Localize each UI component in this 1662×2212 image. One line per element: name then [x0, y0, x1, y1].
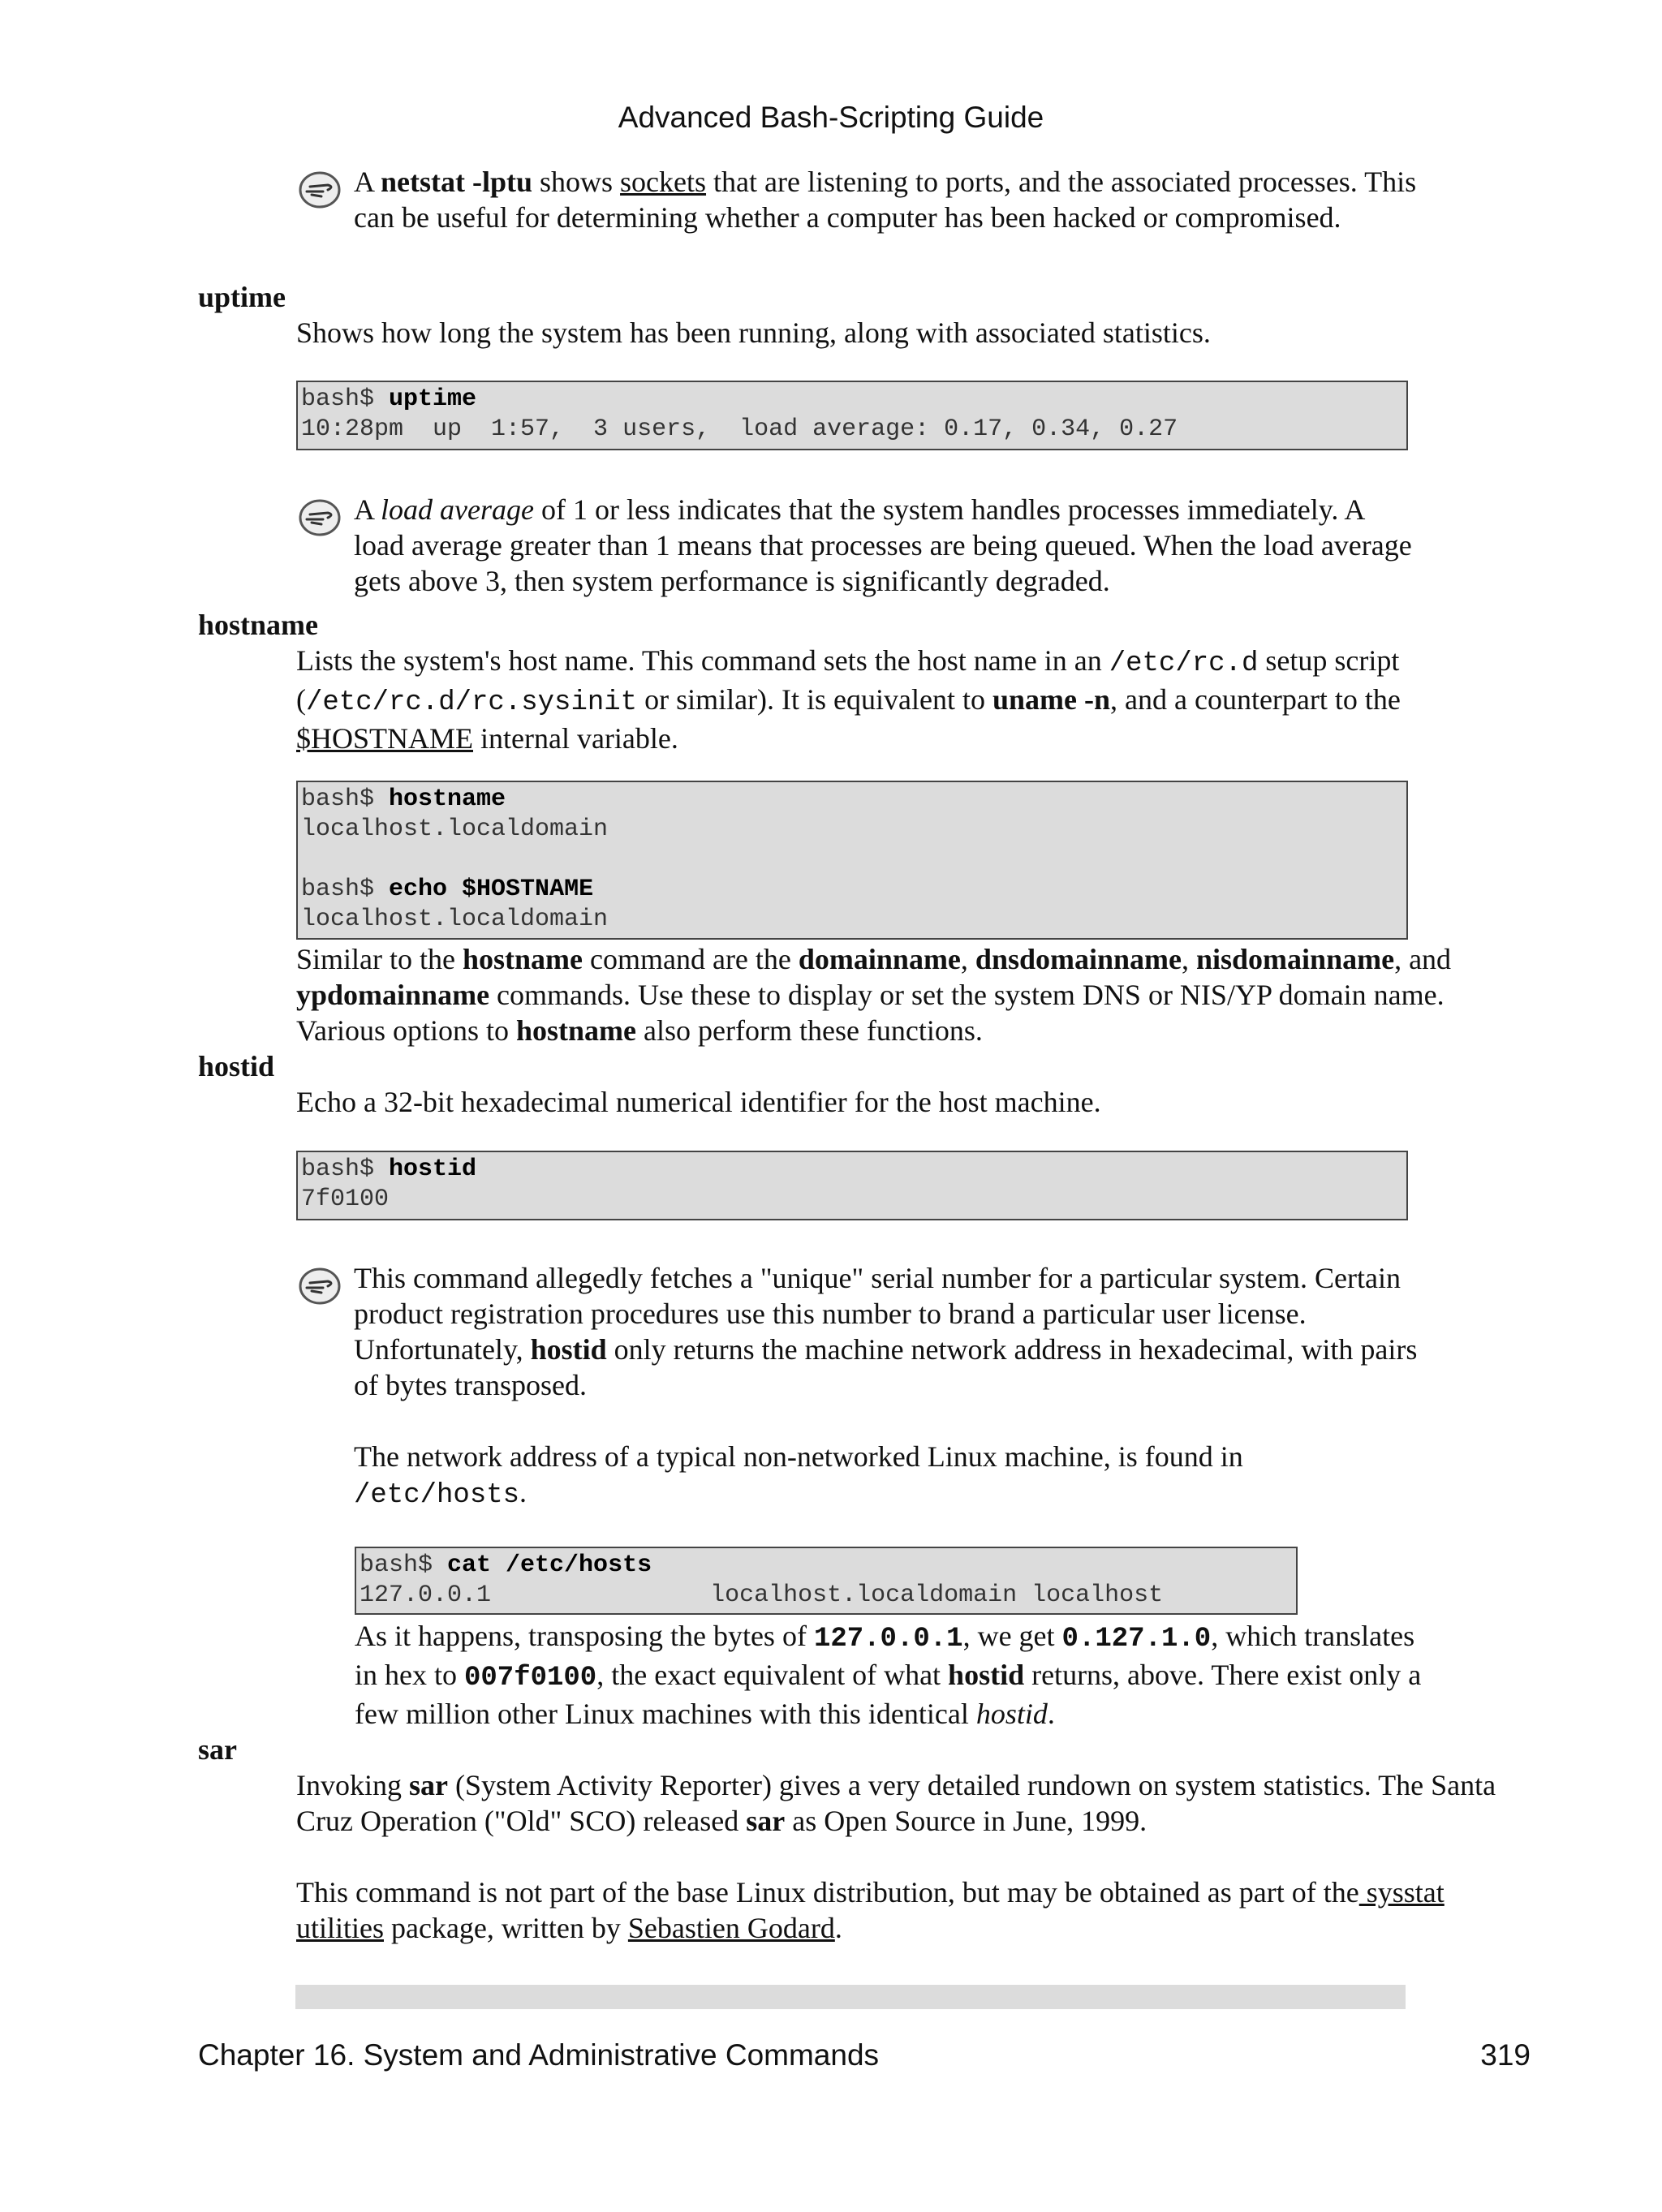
term-uptime: uptime [198, 281, 286, 313]
code-uptime: bash$ uptime 10:28pm up 1:57, 3 users, load average: 0.17, 0.34, 0.27 [296, 381, 1408, 450]
footer-chapter: Chapter 16. System and Administrative Commands [198, 2038, 880, 2072]
note-load-average [300, 492, 1420, 599]
hostname-similar-commands: Similar to the hostname command are the domainname, dnsdomainname, nisdomainname, and ypdomainname commands. Use these to display or set the system DNS or NIS/YP domain name. Various options to hostname also perform these functions. [296, 943, 1452, 1047]
term-hostid: hostid [198, 1050, 275, 1082]
term-sar: sar [198, 1733, 237, 1766]
note-hostid-explanation: As it happens, transposing the bytes of 127.0.0.1, we get 0.127.1.0, which translates in hex to 007f0100, the exact equivalent of what hostid returns, above. There exist only a few million other Linux machines with this identical hostid. [355, 1620, 1422, 1730]
note-netstat [300, 164, 1420, 235]
sar-description: Invoking sar (System Activity Reporter) gives a very detailed rundown on system statistics. The Santa Cruz Operation ("Old" SCO) released sar as Open Source in June, 1999. [296, 1769, 1496, 1837]
note-text: This command allegedly fetches a "unique" serial number for a particular system. Certain product registration procedures use this number to brand a particular user license. Unfortunately, hostid only returns the machine network address in hexadecimal, with pairs of bytes transposed. The network address of a typical non-networked Linux machine, is found in /etc/hosts. [354, 1262, 1418, 1511]
note-text: A netstat -lptu shows sockets that are listening to ports, and the associated processes. This can be useful for determining whether a computer has been hacked or compromised. [354, 166, 1417, 234]
code-etc-hosts: bash$ cat /etc/hosts 127.0.0.1 localhost.localdomain localhost [355, 1547, 1298, 1615]
hostid-description: Echo a 32-bit hexadecimal numerical identifier for the host machine. [296, 1086, 1101, 1118]
sockets-link[interactable]: sockets [620, 166, 707, 198]
note-hostid [300, 1260, 1420, 1513]
sysstat-link[interactable]: sysstat utilities [296, 1876, 1445, 1944]
uptime-description: Shows how long the system has been running, along with associated statistics. [296, 316, 1211, 349]
code-block-continuation [295, 1985, 1406, 2009]
note-hand-icon [299, 167, 344, 209]
note-hand-icon [299, 495, 344, 537]
code-hostname: bash$ hostname localhost.localdomain bash$ echo $HOSTNAME localhost.localdomain [296, 781, 1408, 940]
note-text: A load average of 1 or less indicates that the system handles processes immediately. A load average greater than 1 means that processes are being queued. When the load average gets above 3, then system performance is significantly degraded. [354, 493, 1412, 597]
note-hand-icon [299, 1263, 344, 1306]
term-hostname: hostname [198, 609, 319, 641]
code-hostid: bash$ hostid 7f0100 [296, 1151, 1408, 1220]
sar-availability: This command is not part of the base Linux distribution, but may be obtained as part of the sysstat utilities package, written by Sebastien Godard. [296, 1876, 1445, 1944]
hostname-variable-link[interactable]: $HOSTNAME [296, 722, 474, 755]
page-number: 319 [1480, 2038, 1531, 2072]
page-header: Advanced Bash-Scripting Guide [618, 101, 1044, 134]
hostname-description: Lists the system's host name. This command sets the host name in an /etc/rc.d setup script (/etc/rc.d/rc.sysinit or similar). It is equivalent to uname -n, and a counterpart to the $HOSTNAME internal variable. [296, 644, 1401, 755]
author-link[interactable]: Sebastien Godard [627, 1912, 835, 1944]
